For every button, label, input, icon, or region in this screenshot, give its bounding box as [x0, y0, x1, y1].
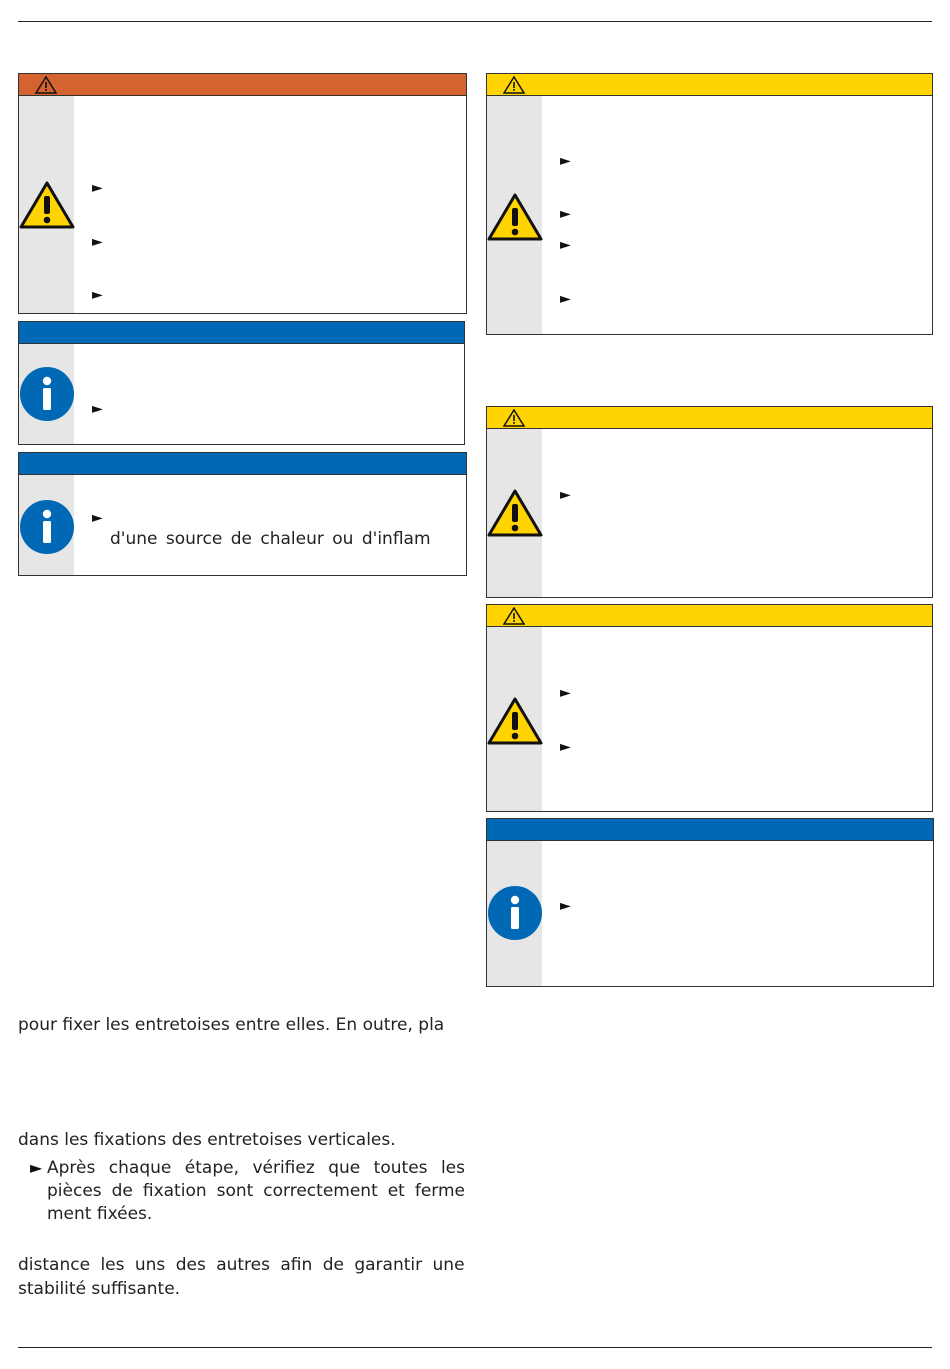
body-line: dans les fixations des entretoises verticales.	[18, 1130, 396, 1150]
bullet-marker: ►	[560, 685, 571, 701]
bullet-marker: ►	[92, 510, 103, 526]
info-box-sidebar	[487, 841, 542, 986]
bullet-marker: ►	[92, 180, 103, 196]
body-line: stabilité suffisante.	[18, 1279, 181, 1299]
warning-small-icon	[503, 76, 525, 94]
info-box	[486, 818, 934, 987]
warning-box-sidebar	[19, 96, 74, 313]
info-box-header	[487, 819, 933, 841]
warning-box-sidebar	[487, 96, 542, 334]
info-box-header	[19, 453, 466, 475]
bullet-marker: ►	[560, 291, 571, 307]
warning-box-header	[487, 407, 932, 429]
warning-box-yellow	[486, 73, 933, 335]
bullet-marker: ►	[560, 206, 571, 222]
info-circle-icon	[19, 499, 75, 555]
warning-box-red	[18, 73, 467, 314]
info-box	[18, 452, 467, 576]
warning-triangle-icon	[487, 488, 543, 538]
warning-box-yellow	[486, 406, 933, 598]
bullet-marker: ►	[92, 234, 103, 250]
body-line: distance les uns des autres afin de garantir une	[18, 1255, 465, 1275]
warning-box-header	[487, 605, 932, 627]
info-box-sidebar	[19, 344, 74, 444]
info-box	[18, 321, 465, 445]
warning-triangle-icon	[19, 180, 75, 230]
info-circle-icon	[19, 366, 75, 422]
bullet-marker: ►	[92, 401, 103, 417]
bullet-marker: ►	[560, 237, 571, 253]
info-box-sidebar	[19, 475, 74, 575]
body-bullet-text: Après chaque étape, vérifiez que toutes les pièces de fixation sont correctement et ferme ment fixées.	[47, 1158, 465, 1224]
bullet-marker: ►	[560, 153, 571, 169]
info-circle-icon	[487, 885, 543, 941]
info-box-header	[19, 322, 464, 344]
header-rule	[18, 21, 932, 22]
warning-triangle-icon	[487, 696, 543, 746]
warning-box-sidebar	[487, 429, 542, 597]
warning-box-sidebar	[487, 627, 542, 811]
bullet-marker: ►	[560, 898, 571, 914]
warning-small-icon	[35, 76, 57, 94]
bullet-marker: ►	[92, 287, 103, 303]
bullet-marker: ►	[560, 739, 571, 755]
warning-box-header	[487, 74, 932, 96]
warning-box-yellow	[486, 604, 933, 812]
warning-box-header	[19, 74, 466, 96]
body-line: pour fixer les entretoises entre elles. En outre, pla	[18, 1015, 445, 1035]
footer-rule	[18, 1347, 932, 1348]
bullet-marker: ►	[560, 487, 571, 503]
warning-small-icon	[503, 607, 525, 625]
warning-triangle-icon	[487, 192, 543, 242]
info-text: d'une source de chaleur ou d'inflam	[110, 529, 431, 549]
warning-small-icon	[503, 409, 525, 427]
bullet-marker: ►	[30, 1158, 43, 1177]
